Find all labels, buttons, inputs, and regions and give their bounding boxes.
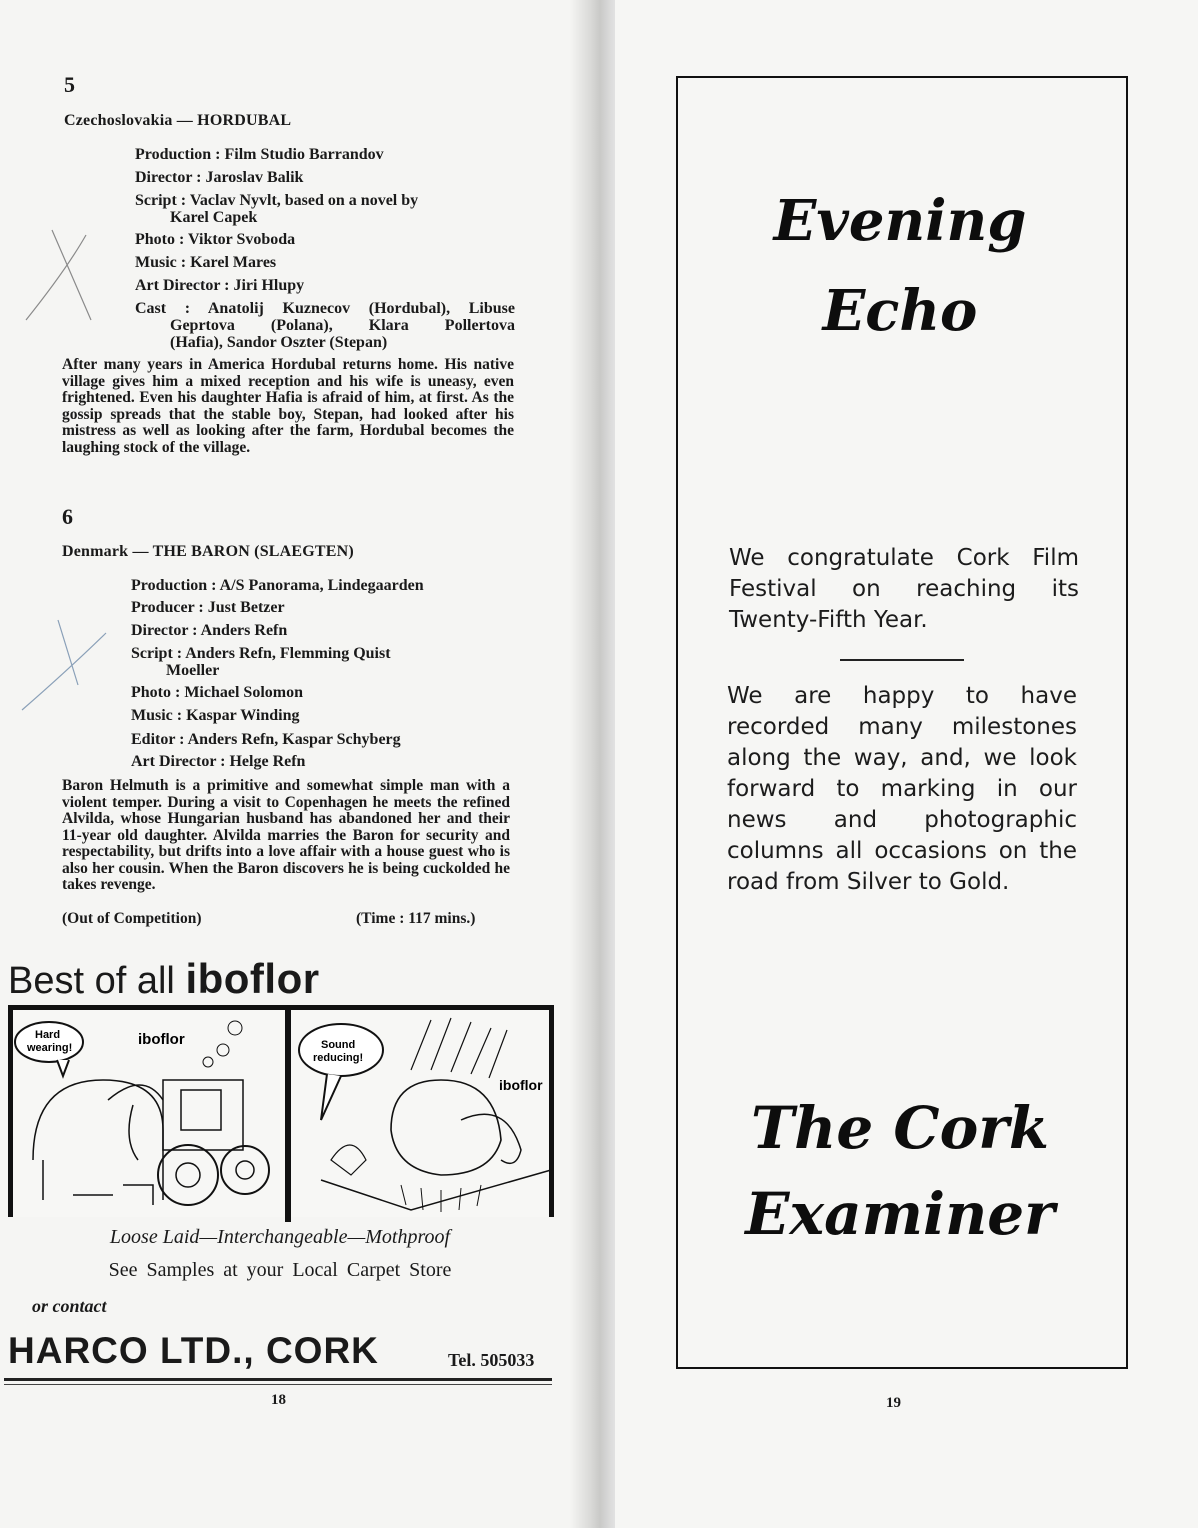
film-heading-hordubal: Czechoslovakia — HORDUBAL	[64, 112, 292, 129]
page-number-19: 19	[886, 1395, 901, 1411]
congratulation-paragraph: We congratulate Cork Film Festival on reaching its Twenty-Fifth Year.	[729, 545, 1079, 633]
evening-echo-masthead-line1: Evening	[773, 188, 1027, 254]
milestones-paragraph: We are happy to have recorded many milestones along the way, and, we look forward to marking in our news and photographic columns all occasions on the road from Silver to Gold.	[727, 683, 1077, 895]
credit-line: Editor : Anders Refn, Kaspar Schyberg	[131, 731, 401, 748]
credit-line: Producer : Just Betzer	[131, 599, 285, 616]
credit-line: Script : Anders Refn, Flemming Quist	[131, 645, 391, 662]
credit-line: Photo : Michael Solomon	[131, 684, 303, 701]
panel-brand: iboflor	[499, 1077, 543, 1093]
iboflor-ad-title	[8, 955, 320, 1003]
credit-line: Director : Anders Refn	[131, 622, 288, 639]
left-page	[0, 0, 590, 1528]
cartoon-panels	[8, 1005, 554, 1217]
or-contact: or contact	[32, 1296, 107, 1316]
credit-line: Karel Capek	[170, 209, 258, 226]
credit-line: Art Director : Jiri Hlupy	[135, 277, 305, 294]
credit-line: Production : Film Studio Barrandov	[135, 146, 384, 163]
ad-samples-line: See Samples at your Local Carpet Store	[108, 1259, 452, 1281]
credit-line: Cast : Anatolij Kuznecov (Hordubal), Libuse	[135, 300, 515, 317]
credit-line: Geprtova (Polana), Klara Pollertova	[170, 317, 515, 334]
pencil-x-mark	[18, 615, 118, 715]
entry-number-6: 6	[62, 504, 73, 529]
cork-examiner-masthead-line2: Examiner	[745, 1180, 1055, 1248]
film-heading-baron: Denmark — THE BARON (SLAEGTEN)	[62, 543, 354, 560]
pencil-x-mark	[16, 210, 106, 330]
panel-brand: iboflor	[138, 1031, 185, 1048]
credit-line: Art Director : Helge Refn	[131, 753, 306, 770]
competition-note: (Out of Competition)	[62, 910, 202, 927]
ad-title-prefix: Best of all	[8, 960, 175, 1002]
short-divider	[840, 659, 964, 661]
bubble-text: wearing!	[27, 1042, 73, 1054]
bubble-text: Sound	[321, 1039, 356, 1051]
synopsis-hordubal: After many years in America Hordubal returns home. His native village gives him a mixed reception and his wife is uneasy, even frightened. Even his daughter Hafia is afraid of him, at first. As the gossip spreads that the stable boy, Stepan, had looked after his mistress as well as looking after the farm, Hordubal becomes the laughing stock of the village.	[62, 356, 514, 456]
credit-line: Script : Vaclav Nyvlt, based on a novel by	[135, 192, 419, 209]
evening-echo-masthead-line2: Echo	[822, 278, 978, 344]
bubble-text: Hard	[35, 1029, 61, 1041]
credit-line: (Hafia), Sandor Oszter (Stepan)	[170, 334, 388, 351]
credit-line: Photo : Viktor Svoboda	[135, 231, 296, 248]
running-time: (Time : 117 mins.)	[356, 910, 476, 927]
footer-rule	[4, 1378, 552, 1381]
credit-line: Music : Karel Mares	[135, 254, 277, 271]
bubble-text: reducing!	[313, 1052, 364, 1064]
cork-examiner-masthead-line1: The Cork	[750, 1094, 1049, 1162]
entry-number-5: 5	[64, 72, 75, 97]
synopsis-baron: Baron Helmuth is a primitive and somewhat simple man with a violent temper. During a visit to Copenhagen he meets the refined Alvilda, whose Hungarian husband has abandoned her and their 11-year old daughter. Alvilda marries the Baron for security and respectability, but drifts into a love affair with a house guest who is also her cousin. When the Baron discovers he is being cuckolded he takes revenge.	[62, 777, 510, 893]
elephant-falling-illustration	[291, 1010, 554, 1218]
credit-line: Director : Jaroslav Balik	[135, 169, 304, 186]
credit-line: Production : A/S Panorama, Lindegaarden	[131, 577, 424, 594]
iboflor-brand: iboflor	[185, 955, 320, 1002]
elephant-tractor-illustration	[13, 1010, 283, 1218]
harco-telephone: Tel. 505033	[448, 1350, 535, 1370]
footer-rule-thin	[4, 1384, 552, 1385]
ad-tagline: Loose Laid—Interchangeable—Mothproof	[109, 1226, 451, 1248]
page-number-18: 18	[271, 1392, 286, 1408]
harco-company: HARCO LTD., CORK	[8, 1330, 379, 1371]
credit-line: Moeller	[166, 662, 220, 679]
credit-line: Music : Kaspar Winding	[131, 707, 300, 724]
